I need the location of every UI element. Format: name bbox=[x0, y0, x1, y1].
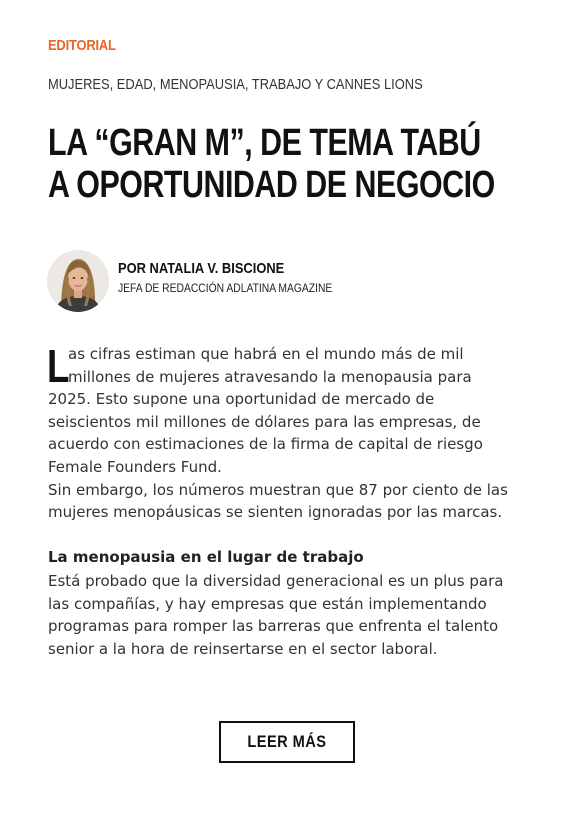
author-role: JEFA DE REDACCIÓN ADLATINA MAGAZINE bbox=[118, 281, 333, 295]
author-avatar bbox=[47, 250, 109, 312]
intro-line: acuerdo con estimaciones de la firma de capital de riesgo bbox=[48, 435, 483, 454]
workplace-line: Está probado que la diversidad generacional es un plus para bbox=[48, 572, 504, 590]
workplace-line: programas para romper las barreras que enfrenta el talento bbox=[48, 617, 499, 636]
intro-line: 2025. Esto supone una oportunidad de mercado de bbox=[48, 390, 435, 409]
author-name: POR NATALIA V. BISCIONE bbox=[118, 260, 285, 277]
headline-line-1: LA “GRAN M”, DE TEMA TABÚ bbox=[48, 122, 481, 164]
workplace-line: las compañías, y hay empresas que están implementando bbox=[48, 594, 487, 613]
intro-paragraph bbox=[47, 340, 548, 479]
second-line: Sin embargo, los números muestran que 87 por ciento de las bbox=[48, 480, 508, 499]
intro-line: as cifras estiman que habrá en el mundo más de mil bbox=[68, 345, 464, 363]
author-portrait-icon bbox=[47, 250, 109, 312]
read-more-label: LEER MÁS bbox=[247, 732, 327, 751]
headline bbox=[48, 122, 495, 206]
second-line: mujeres menopáusicas se sienten ignoradas por las marcas. bbox=[48, 503, 503, 522]
section-subheading: La menopausia en el lugar de trabajo bbox=[48, 548, 364, 566]
workplace-line: senior a la hora de reinsertarse en el sector laboral. bbox=[48, 639, 438, 658]
article-tags: MUJERES, EDAD, MENOPAUSIA, TRABAJO Y CANNES LIONS bbox=[48, 76, 423, 93]
read-more-button[interactable] bbox=[219, 721, 355, 763]
dropcap: L bbox=[47, 340, 70, 392]
headline-line-2: A OPORTUNIDAD DE NEGOCIO bbox=[48, 164, 495, 206]
second-paragraph bbox=[48, 479, 548, 524]
intro-line: Female Founders Fund. bbox=[48, 457, 222, 476]
intro-line: seiscientos mil millones de dólares para las empresas, de bbox=[48, 412, 481, 431]
workplace-paragraph bbox=[48, 570, 503, 660]
intro-line: millones de mujeres atravesando la menopausia para bbox=[68, 367, 472, 386]
byline bbox=[118, 260, 367, 295]
article-body bbox=[47, 340, 548, 524]
section-label: EDITORIAL bbox=[48, 37, 116, 54]
